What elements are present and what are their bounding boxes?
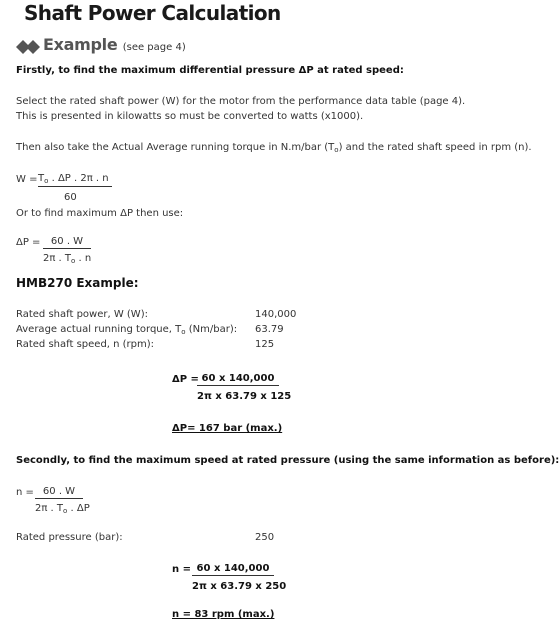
- param-label: Rated shaft speed, n (rpm):: [16, 339, 155, 350]
- formula-n-denominator: 2π . $T_o$ . ΔP: [35, 503, 90, 515]
- example-note: (see page 4): [122, 42, 186, 53]
- param-label: Average actual running torque, $T_o$ (Nm/bar):: [16, 324, 238, 336]
- param-value: 140,000: [255, 309, 297, 320]
- calc2-result: n = 83 rpm (max.): [172, 609, 275, 620]
- param-label: Rated shaft power, W (W):: [16, 309, 148, 320]
- param-value: 63.79: [255, 324, 284, 335]
- intro-paragraph-3: Then also take the Actual Average running torque in N.m/bar $(T_o)$ and the rated shaft speed in rpm (n).: [16, 142, 532, 154]
- calc1-numerator: 60 x 140,000: [197, 373, 279, 386]
- diamond-bullet-icon: [16, 40, 40, 54]
- example-heading: [43, 35, 186, 54]
- example-label: Example: [43, 35, 118, 54]
- calc1-denominator: 2π x 63.79 x 125: [197, 391, 292, 402]
- or-text: Or to find maximum ΔP then use:: [16, 208, 184, 219]
- hmb270-heading: HMB270 Example:: [16, 276, 139, 290]
- formula-w-numerator: $T_o$ . ΔP . 2π . n: [38, 173, 112, 187]
- formula-w-denominator: 60: [64, 192, 77, 203]
- formula-n-lhs: n =: [16, 487, 34, 498]
- rated-pressure-value: 250: [255, 532, 275, 543]
- intro-paragraph-2: This is presented in kilowatts so must be converted to watts (x1000).: [16, 111, 364, 122]
- formula-dp-lhs: ΔP =: [16, 237, 41, 248]
- formula-w-lhs: W =: [16, 174, 38, 185]
- intro-paragraph-1: Select the rated shaft power (W) for the motor from the performance data table (page 4).: [16, 96, 466, 107]
- second-heading: Secondly, to find the maximum speed at rated pressure (using the same information as before):: [16, 455, 559, 466]
- calc1-lhs: ΔP =: [172, 374, 199, 385]
- calc2-numerator: 60 x 140,000: [192, 563, 274, 576]
- formula-dp-denominator: 2π . $T_o$ . n: [43, 253, 92, 265]
- calc2-denominator: 2π x 63.79 x 250: [192, 581, 287, 592]
- formula-dp-numerator: 60 . W: [43, 236, 91, 249]
- rated-pressure-label: Rated pressure (bar):: [16, 532, 123, 543]
- calc1-result: ΔP= 167 bar (max.): [172, 423, 283, 434]
- page-title: Shaft Power Calculation: [24, 1, 281, 25]
- formula-n-numerator: 60 . W: [35, 486, 83, 499]
- param-value: 125: [255, 339, 275, 350]
- calc2-lhs: n =: [172, 564, 191, 575]
- intro-heading: Firstly, to find the maximum differential pressure ΔP at rated speed:: [16, 65, 404, 76]
